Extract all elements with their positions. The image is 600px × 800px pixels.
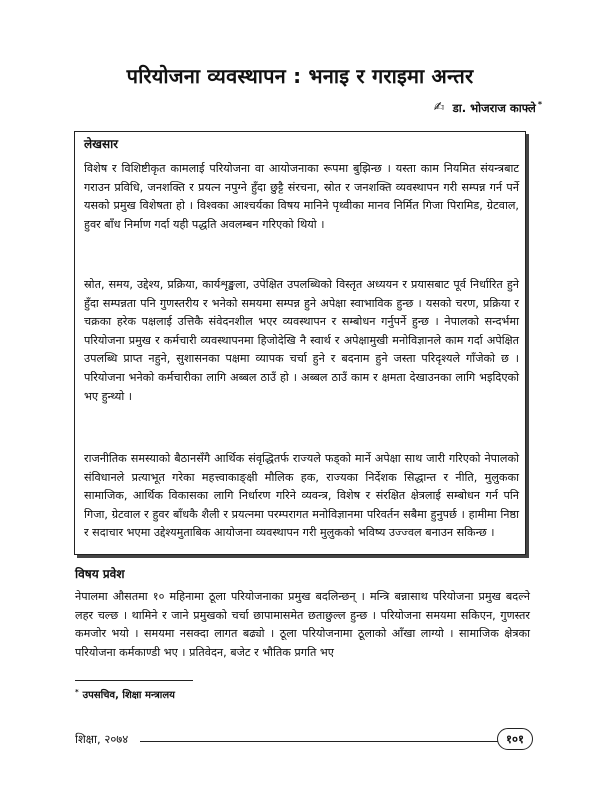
author-footnote-mark: * bbox=[537, 100, 542, 109]
page-number-badge: १०१ bbox=[497, 728, 533, 750]
abstract-paragraph-2: स्रोत, समय, उद्देश्य, प्रक्रिया, कार्यशृङ्खला, उपेक्षित उपलब्धिको विस्तृत अध्ययन र प्रयासबाट पूर्व निर्धारित हुने हुँदा सम्पन्नता पनि गुणस्तरीय र भनेको समयमा सम्पन्न हुने अपेक्षा स्वाभाविक हुन्छ । यसको चरण, प्रक्रिया र चक्रका हरेक पक्षलाई उत्तिकै संवेदनशील भएर व्यवस्थापन र सम्बोधन गर्नुपर्ने हुन्छ । नेपालको सन्दर्भमा परियोजना प्रमुख र कर्मचारी व्यवस्थापनमा हिजोदेखि नै स्वार्थ र अपेक्षामुखी मनोविज्ञानले काम गर्दा अपेक्षित उपलब्धि प्राप्त नहुने, सुशासनका पक्षमा व्यापक चर्चा हुने र बदनाम हुने जस्ता परिदृश्यले गाँजेको छ । परियोजना भनेको कर्मचारीका लागि अब्बल ठाउँ हो । अब्बल ठाउँ काम र क्षमता देखाउनका लागि भइदिएको भए हुन्थ्यो । bbox=[84, 278, 519, 403]
footnote-text: उपसचिव, शिक्षा मन्त्रालय bbox=[82, 690, 175, 701]
footnote bbox=[75, 687, 175, 701]
section-heading: विषय प्रवेश bbox=[75, 567, 125, 581]
footnote-mark: * bbox=[75, 687, 79, 696]
footnote-divider bbox=[75, 680, 193, 681]
footer-divider bbox=[140, 741, 500, 742]
body-paragraph: नेपालमा औसतमा १० महिनामा ठूला परियोजनाका प्रमुख बदलिन्छन् । मन्त्रि बन्नासाथ परियोजना प्रमुख बदल्ने लहर चल्छ । थामिने र जाने प्रमुखको चर्चा छापामासमेत छताछुल्ल हुन्छ । परियोजना समयमा सकिएन, गुणस्तर कमजोर भयो । समयमा नसक्दा लागत बढ्यो । ठूला परियोजनामा ठूलाको आँखा लाग्यो । सामाजिक क्षेत्रका परियोजना कर्मकाण्डी भए । प्रतिवेदन, बजेट र भौतिक प्रगति भए bbox=[75, 590, 530, 659]
article-title: परियोजना व्यवस्थापन : भनाइ र गराइमा अन्तर bbox=[126, 64, 474, 88]
abstract-paragraph-3: राजनीतिक समस्याको बैठानसँगै आर्थिक संवृद्धितर्फ राज्यले फड्को मार्ने अपेक्षा साथ जारी गरिएको नेपालको संविधानले प्रत्याभूत गरेका महत्त्वाकाङ्क्षी मौलिक हक, राज्यका निर्देशक सिद्धान्त र नीति, मुलुकका सामाजिक, आर्थिक विकासका लागि निर्धारण गरिने व्यवन्त्र, विशेष र संरक्षित क्षेत्रलाई सम्बोधन गर्न पनि गिजा, ग्रेटवाल र हुवर बाँधकै शैली र प्रयत्नमा परम्परागत मनोविज्ञानमा परिवर्तन सबैमा हुनुपर्छ । हामीमा निष्ठा र सदाचार भएमा उद्देश्यमुताबिक आयोजना व्यवस्थापन गरी मुलुकको भविष्य उज्ज्वल बनाउन सकिन्छ । bbox=[84, 452, 519, 540]
footer-journal-label: शिक्षा, २०७४ bbox=[75, 732, 129, 746]
pen-icon: ✍ bbox=[433, 100, 445, 116]
abstract-heading: लेखसार bbox=[84, 137, 119, 151]
author-line bbox=[434, 100, 542, 116]
abstract-paragraph-1: विशेष र विशिष्टीकृत कामलाई परियोजना वा आयोजनाका रूपमा बुझिन्छ । यस्ता काम नियमित संयन्त्रबाट गराउन प्रविधि, जनशक्ति र प्रयत्न नपुग्ने हुँदा छुट्टै संरचना, स्रोत र जनशक्ति व्यवस्थापन गरी सम्पन्न गर्न पर्ने यसको प्रमुख विशेषता हो । विश्वका आश्चर्यका विषय मानिने पृथ्वीका मानव निर्मित गिजा पिरामिड, ग्रेटवाल, हुवर बाँध निर्माण गर्दा यही पद्धति अवलम्बन गरिएको थियो । bbox=[84, 162, 519, 231]
author-name: डा. भोजराज काफ्ले * bbox=[452, 100, 542, 115]
